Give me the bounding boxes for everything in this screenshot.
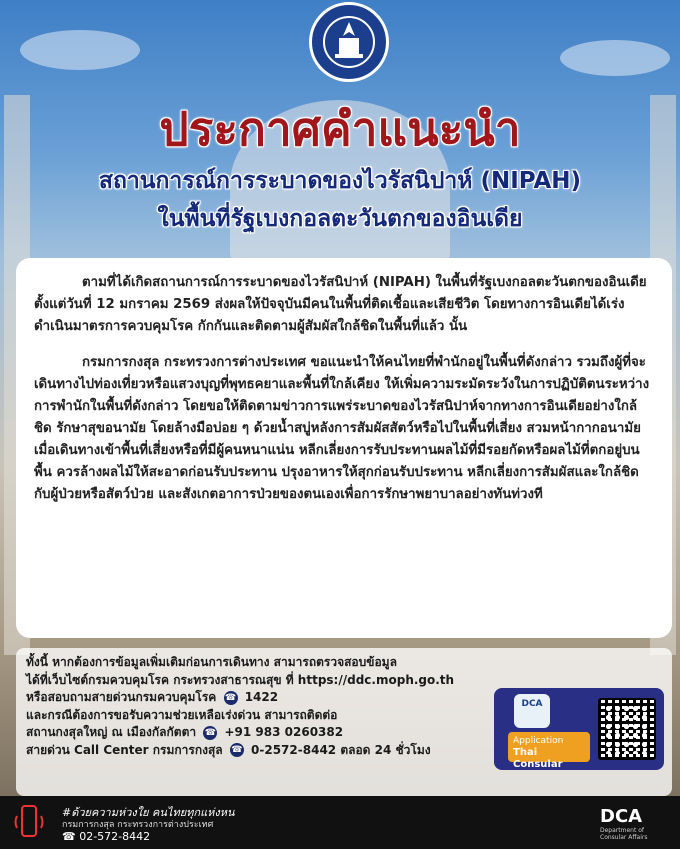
phone-icon: ☎ <box>231 745 243 755</box>
announcement-card <box>16 258 672 638</box>
footer-slogan: #ด้วยความห่วงใย คนไทยทุกแห่งหน <box>62 806 235 819</box>
qr-code-icon <box>598 698 656 760</box>
phone-icon: ☎ <box>204 727 216 738</box>
phone-icon: ☎ <box>224 692 237 703</box>
thai-consular-app-promo <box>494 688 664 770</box>
info-line-4: และกรณีต้องการขอรับความช่วยเหลือเร่งด่วน สามารถติดต่อ <box>26 707 338 722</box>
smartphone-icon <box>14 804 44 840</box>
ministry-seal-icon <box>309 2 389 82</box>
app-name: Thai Consular <box>513 747 563 770</box>
paragraph-2: กรมการกงสุล กระทรวงการต่างประเทศ ขอแนะนำให้คนไทยที่พำนักอยู่ในพื้นที่ดังกล่าว รวมถึงผู้ที่จะเดินทางไปท่องเที่ยวหรือแสวงบุญที่พุทธคยาและพื้นที่ใกล้เคียง ให้เพิ่มความระมัดระวังในการปฏิบัติตนระหว่างการพำนักในพื้นที่ดังกล่าว โดยขอให้ติดตามข่าวการแพร่ระบาดของไวรัสนิปาห์จากทางการอินเดียอย่างใกล้ชิด รักษาสุขอนามัย โดยล้างมือบ่อย ๆ ด้วยน้ำสบู่หลังการสัมผัสสัตว์หรือไปในพื้นที่เสี่ยง สวมหน้ากากอนามัยเมื่อเดินทางเข้าพื้นที่เสี่ยงหรือที่มีผู้คนหนาแน่น หลีกเลี่ยงการรับประทานผลไม้ที่มีรอยกัดหรือผลไม้ที่ตกอยู่บนพื้น ควรล้างผลไม้ให้สะอาดก่อนรับประทาน ปรุงอาหารให้สุกก่อนรับประทาน หลีกเลี่ยงการสัมผัสและใกล้ชิดกับผู้ป่วยหรือสัตว์ป่วย และสังเกตอาการป่วยของตนเองเพื่อการรักษาพยาบาลอย่างทันท่วงที <box>34 355 650 502</box>
consulate-number: +91 983 0260382 <box>224 725 344 739</box>
page-subtitle-2: ในพื้นที่รัฐเบงกอลตะวันตกของอินเดีย <box>157 206 523 232</box>
call-center-label: สายด่วน Call Center กรมการกงสุล <box>26 742 223 757</box>
consulate-label: สถานกงสุลใหญ่ ณ เมืองกัลกัตตา <box>26 725 197 739</box>
info-line-2: ได้ที่เว็บไซต์กรมควบคุมโรค กระทรวงสาธารณสุข ที่ https://ddc.moph.go.th <box>26 672 455 687</box>
ddc-hotline-number: 1422 <box>244 690 279 704</box>
paragraph-1: ตามที่ได้เกิดสถานการณ์การระบาดของไวรัสนิปาห์ (NIPAH) ในพื้นที่รัฐเบงกอลตะวันตกของอินเดีย ตั้งแต่วันที่ 12 มกราคม 2569 ส่งผลให้ปัจจุบันมีคนในพื้นที่ติดเชื้อและเสียชีวิต โดยทางการอินเดียได้เร่งดำเนินมาตรการควบคุมโรค กักกันและติดตามผู้สัมผัสใกล้ชิดในพื้นที่แล้ว นั้น <box>34 275 647 334</box>
footer-department: กรมการกงสุล กระทรวงการต่างประเทศ <box>62 820 214 830</box>
footer-phone: ☎ 02-572-8442 <box>62 830 151 843</box>
contact-info-box <box>16 648 672 796</box>
ddc-hotline-label: หรือสอบถามสายด่วนกรมควบคุมโรค <box>26 690 217 704</box>
app-label: Application <box>513 736 564 746</box>
page-subtitle-1: สถานการณ์การระบาดของไวรัสนิปาห์ (NIPAH) <box>98 168 582 194</box>
dca-app-icon: DCA <box>514 694 550 728</box>
footer-bar <box>0 796 680 849</box>
dca-logo: DCA Department of Consular Affairs <box>600 806 648 841</box>
app-badge <box>508 732 590 770</box>
page-title: ประกาศคำแนะนำ <box>159 102 521 156</box>
info-line-1: ทั้งนี้ หากต้องการข้อมูลเพิ่มเติมก่อนการเดินทาง สามารถตรวจสอบข้อมูล <box>26 655 397 669</box>
call-center-number: 0-2572-8442 ตลอด 24 ชั่วโมง <box>251 742 431 757</box>
